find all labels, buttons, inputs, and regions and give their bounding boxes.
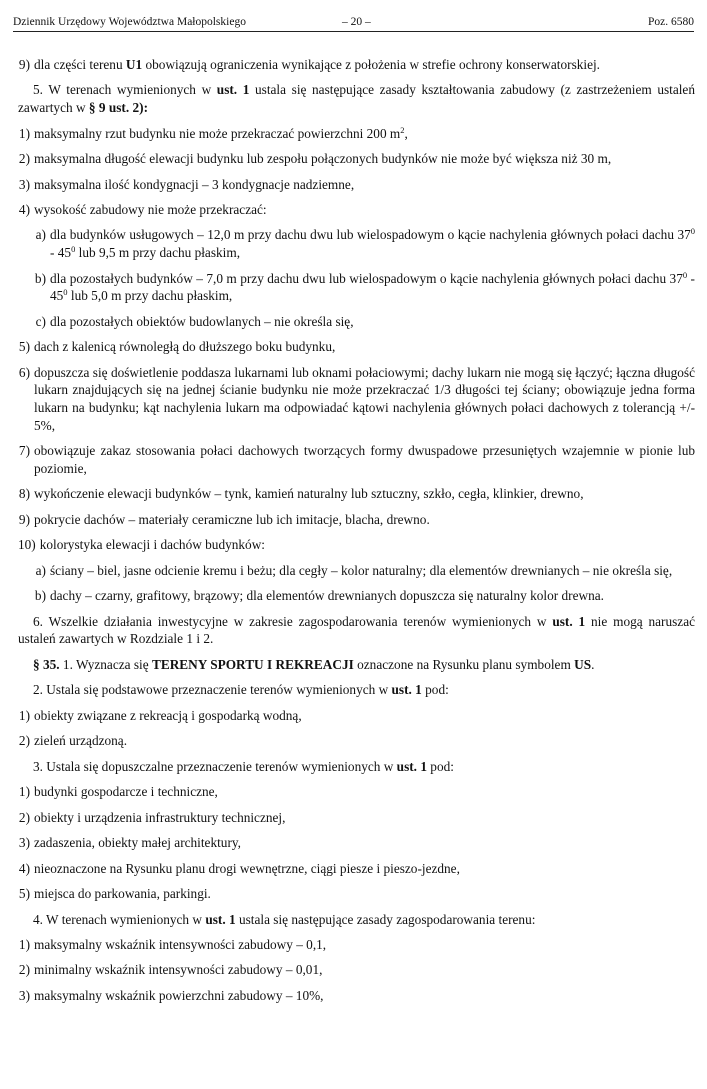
publication-title: Dziennik Urzędowy Województwa Małopolskiego bbox=[13, 16, 246, 28]
list-item: 9) pokrycie dachów – materiały ceramiczne lub ich imitacje, blacha, drewno. bbox=[18, 511, 430, 527]
list-subitem: c) dla pozostałych obiektów budowlanych – nie określa się, bbox=[35, 313, 354, 329]
page-number: – 20 – bbox=[342, 16, 371, 28]
list-item: 3) zadaszenia, obiekty małej architektury, bbox=[18, 835, 241, 851]
list-item: 1) obiekty związane z rekreacją i gospodarką wodną, bbox=[18, 707, 302, 723]
list-item: 10) kolorystyka elewacji i dachów budynków: bbox=[18, 537, 265, 553]
section-35-heading: § 35. 1. Wyznacza się TERENY SPORTU I REKREACJI oznaczone na Rysunku planu symbolem US. bbox=[33, 656, 595, 672]
paragraph-35-4: 4. W terenach wymienionych w ust. 1 ustala się następujące zasady zagospodarowania terenu: bbox=[33, 911, 536, 927]
list-item: 1) maksymalny rzut budynku nie może przekraczać powierzchni 200 $m^2$, bbox=[18, 124, 408, 141]
list-item: 6) dopuszcza się doświetlenie poddasza lukarnami lub oknami połaciowymi; dachy lukarn nie mogą się łączyć; łączna długość lukarn znajdujących się na jednej ścianie budynku nie może przekraczać 1/3 długości tej ściany; obowiązuje jedna forma lukarn na budynku; kąt nachylenia lukarn ma odpowiadać kątowi nachylenia głównych połaci dachowych z tolerancją +/- 5%, bbox=[18, 364, 695, 433]
list-subitem: a) dla budynków usługowych – 12,0 m przy dachu dwu lub wielospadowym o kącie nachylenia głównych połaci dachu $37^0 - 45^0$ lub 9,5 m przy dachu płaskim, bbox=[35, 226, 695, 261]
list-item: 3) maksymalny wskaźnik powierzchni zabudowy – 10%, bbox=[18, 987, 324, 1003]
list-item: 5) miejsca do parkowania, parkingi. bbox=[18, 886, 211, 902]
list-item: 8) wykończenie elewacji budynków – tynk, kamień naturalny lub sztuczny, szkło, cegła, klinkier, drewno, bbox=[18, 486, 584, 502]
list-item: 3) maksymalna ilość kondygnacji – 3 kondygnacje nadziemne, bbox=[18, 176, 355, 192]
paragraph-6: 6. Wszelkie działania inwestycyjne w zakresie zagospodarowania terenów wymienionych w ust. 1 nie mogą naruszać ustaleń zawartych w Rozdziale 1 i 2. bbox=[18, 613, 696, 647]
list-item: 2) obiekty i urządzenia infrastruktury technicznej, bbox=[18, 809, 286, 825]
list-item: 9) dla części terenu U1 obowiązują ograniczenia wynikające z położenia w strefie ochrony konserwatorskiej. bbox=[18, 57, 601, 72]
document-body bbox=[18, 56, 695, 1012]
list-item: 1) budynki gospodarcze i techniczne, bbox=[18, 784, 218, 800]
list-item: 1) maksymalny wskaźnik intensywności zabudowy – 0,1, bbox=[18, 936, 327, 952]
list-item: 4) wysokość zabudowy nie może przekraczać: bbox=[18, 202, 267, 218]
list-item: 2) maksymalna długość elewacji budynku lub zespołu połączonych budynków nie może być większa niż 30 m, bbox=[18, 151, 612, 167]
position-number: Poz. 6580 bbox=[648, 16, 694, 28]
paragraph-5: 5. W terenach wymienionych w ust. 1 ustala się następujące zasady kształtowania zabudowy (z zastrzeżeniem ustaleń zawartych w § 9 ust. 2): bbox=[18, 82, 695, 116]
list-subitem: b) dachy – czarny, grafitowy, brązowy; dla elementów drewnianych dopuszcza się naturalny kolor drewna. bbox=[34, 588, 604, 604]
paragraph-35-2: 2. Ustala się podstawowe przeznaczenie terenów wymienionych w ust. 1 pod: bbox=[33, 682, 449, 698]
list-item: 4) nieoznaczone na Rysunku planu drogi wewnętrzne, ciągi piesze i pieszo-jezdne, bbox=[18, 860, 460, 876]
list-item: 7) obowiązuje zakaz stosowania połaci dachowych tworzących formy dwuspadowe przesuniętych wzajemnie w pionie lub poziomie, bbox=[18, 443, 695, 476]
list-item: 2) minimalny wskaźnik intensywności zabudowy – 0,01, bbox=[18, 962, 323, 978]
list-subitem: a) ściany – biel, jasne odcienie kremu i beżu; dla cegły – kolor naturalny; dla elementów drewnianych – nie określa się, bbox=[35, 562, 673, 578]
page-header bbox=[13, 11, 694, 32]
list-subitem: b) dla pozostałych budynków – 7,0 m przy dachu dwu lub wielospadowym o kącie nachylenia głównych połaci dachu $37^0 - 45^0$ lub 5,0 m przy dachu płaskim, bbox=[34, 269, 695, 304]
list-item: 2) zieleń urządzoną. bbox=[18, 733, 128, 749]
paragraph-35-3: 3. Ustala się dopuszczalne przeznaczenie terenów wymienionych w ust. 1 pod: bbox=[33, 758, 454, 774]
list-item: 5) dach z kalenicą równoległą do dłuższego boku budynku, bbox=[18, 339, 336, 355]
